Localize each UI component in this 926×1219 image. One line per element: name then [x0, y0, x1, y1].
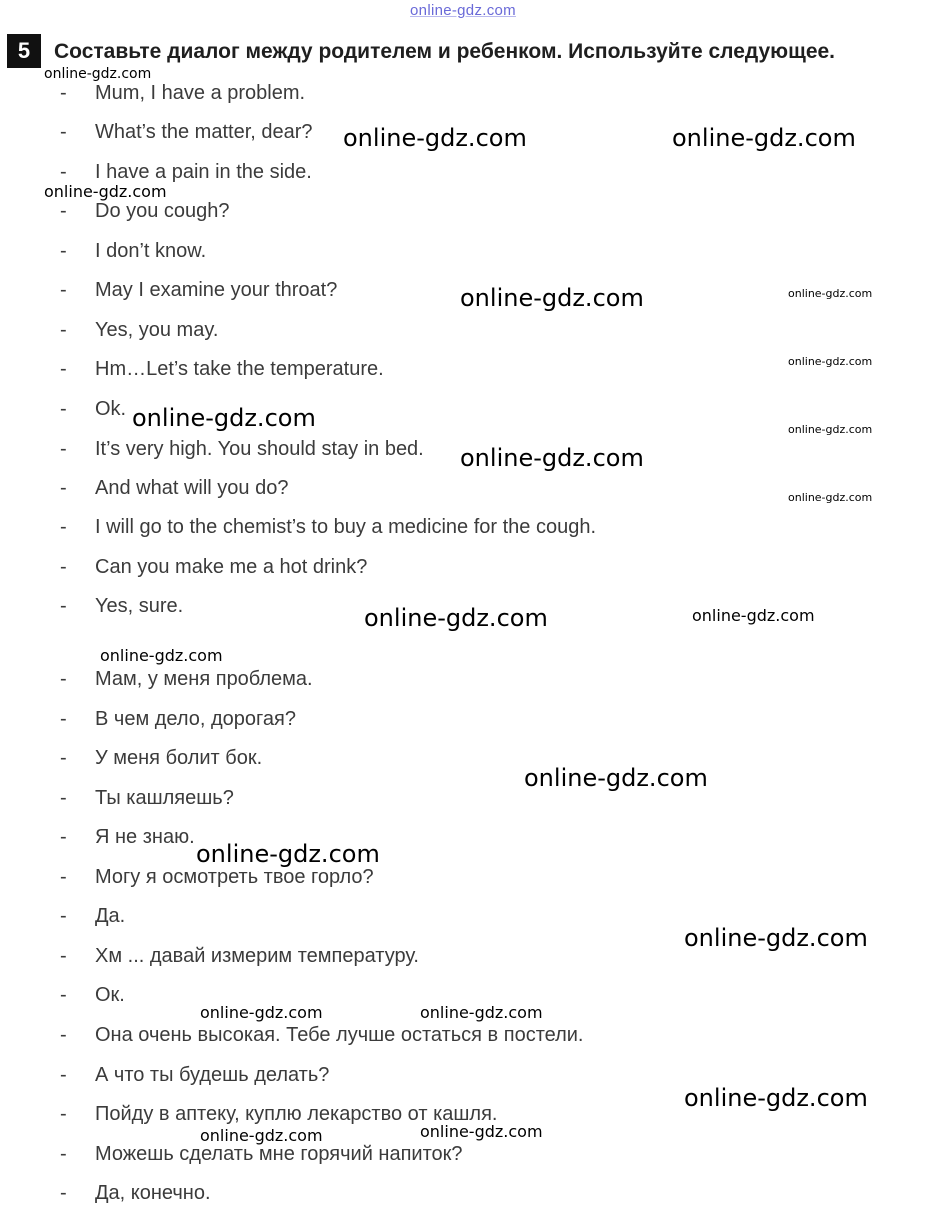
line-text: У меня болит бок. — [95, 747, 263, 769]
line-text: I don’t know. — [95, 240, 207, 262]
watermark: online-gdz.com — [788, 355, 873, 368]
watermark: online-gdz.com — [460, 284, 644, 312]
watermark: online-gdz.com — [343, 124, 527, 152]
task-number-badge: 5 — [7, 34, 41, 68]
watermark: online-gdz.com — [788, 491, 873, 504]
dash: - — [60, 984, 67, 1006]
line-text: It’s very high. You should stay in bed. — [95, 438, 424, 460]
dash: - — [60, 161, 67, 183]
line-text: Do you cough? — [95, 200, 230, 222]
dash: - — [60, 945, 67, 967]
line-text: Она очень высокая. Тебе лучше остаться в постели. — [95, 1024, 584, 1046]
task-title: Составьте диалог между родителем и ребенком. Используйте следующее. — [54, 40, 836, 63]
line-text: А что ты будешь делать? — [95, 1064, 330, 1086]
line-text: Can you make me a hot drink? — [95, 556, 368, 578]
dash: - — [60, 1064, 67, 1086]
watermark: online-gdz.com — [100, 646, 223, 665]
dash: - — [60, 121, 67, 143]
watermark: online-gdz.com — [44, 182, 167, 201]
line-text: Пойду в аптеку, куплю лекарство от кашля. — [95, 1103, 498, 1125]
dash: - — [60, 747, 67, 769]
dash: - — [60, 1182, 67, 1204]
line-text: Могу я осмотреть твое горло? — [95, 866, 374, 888]
watermark: online-gdz.com — [692, 606, 815, 625]
line-text: Yes, sure. — [95, 595, 184, 617]
dash: - — [60, 398, 67, 420]
line-text: Можешь сделать мне горячий напиток? — [95, 1143, 463, 1165]
dash: - — [60, 82, 67, 104]
dash: - — [60, 866, 67, 888]
watermark: online-gdz.com — [44, 66, 152, 82]
dash: - — [60, 556, 67, 578]
dash: - — [60, 477, 67, 499]
dash: - — [60, 279, 67, 301]
line-text: Mum, I have a problem. — [95, 82, 306, 104]
line-text: В чем дело, дорогая? — [95, 708, 296, 730]
line-text: May I examine your throat? — [95, 279, 338, 301]
watermark: online-gdz.com — [200, 1003, 323, 1022]
watermark: online-gdz.com — [196, 840, 380, 868]
line-text: Hm…Let’s take the temperature. — [95, 358, 384, 380]
line-text: I will go to the chemist’s to buy a medicine for the cough. — [95, 516, 597, 538]
watermark: online-gdz.com — [788, 287, 873, 300]
line-text: And what will you do? — [95, 477, 289, 499]
line-text: Ок. — [95, 984, 125, 1006]
dash: - — [60, 516, 67, 538]
watermark: online-gdz.com — [420, 1003, 543, 1022]
dash: - — [60, 595, 67, 617]
watermark: online-gdz.com — [672, 124, 856, 152]
dash: - — [60, 319, 67, 341]
dash: - — [60, 1103, 67, 1125]
watermark: online-gdz.com — [524, 764, 708, 792]
watermark: online-gdz.com — [420, 1122, 543, 1141]
dash: - — [60, 787, 67, 809]
line-text: Мам, у меня проблема. — [95, 668, 313, 690]
dash: - — [60, 358, 67, 380]
dash: - — [60, 200, 67, 222]
dash: - — [60, 240, 67, 262]
dash: - — [60, 826, 67, 848]
watermark: online-gdz.com — [788, 423, 873, 436]
watermark: online-gdz.com — [684, 1084, 868, 1112]
watermark: online-gdz.com — [684, 924, 868, 952]
dash: - — [60, 438, 67, 460]
line-text: Ok. — [95, 398, 127, 420]
line-text: Ты кашляешь? — [95, 787, 234, 809]
watermark: online-gdz.com — [200, 1126, 323, 1145]
dash: - — [60, 905, 67, 927]
watermark: online-gdz.com — [364, 604, 548, 632]
line-text: Да, конечно. — [95, 1182, 211, 1204]
line-text: Я не знаю. — [95, 826, 195, 848]
line-text: Yes, you may. — [95, 319, 219, 341]
dash: - — [60, 668, 67, 690]
watermark: online-gdz.com — [132, 404, 316, 432]
watermark: online-gdz.com — [460, 444, 644, 472]
dash: - — [60, 1143, 67, 1165]
line-text: What’s the matter, dear? — [95, 121, 313, 143]
dash: - — [60, 708, 67, 730]
line-text: Хм ... давай измерим температуру. — [95, 945, 419, 967]
top-watermark[interactable]: online-gdz.com — [410, 2, 516, 19]
line-text: Да. — [95, 905, 126, 927]
line-text: I have a pain in the side. — [95, 161, 312, 183]
dash: - — [60, 1024, 67, 1046]
